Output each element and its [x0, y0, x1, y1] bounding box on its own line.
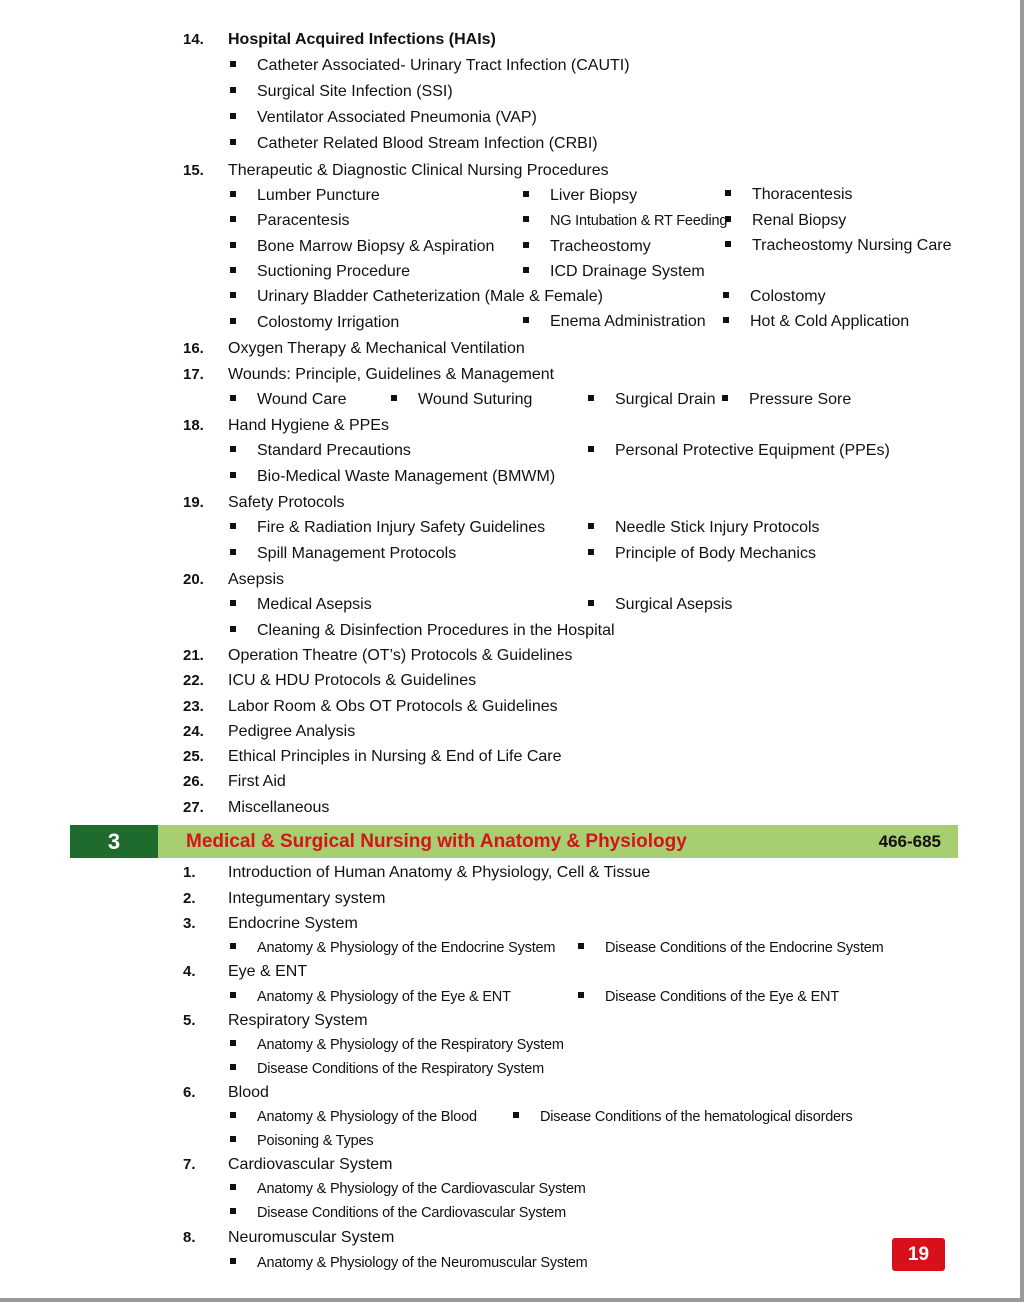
item-number: 4.: [183, 963, 196, 980]
bullet-item: Cleaning & Disinfection Procedures in the Hospital: [230, 620, 615, 642]
item-number: 20.: [183, 571, 204, 588]
bullet-item: Anatomy & Physiology of the Neuromuscular System: [230, 1252, 588, 1274]
item-number: 19.: [183, 494, 204, 511]
item-title: ICU & HDU Protocols & Guidelines: [228, 672, 477, 689]
item-title: First Aid: [228, 773, 286, 790]
item-number: 6.: [183, 1084, 196, 1101]
bullet-item: Enema Administration: [523, 311, 706, 333]
section-header: [70, 825, 958, 858]
bullet-item: Disease Conditions of the hematological disorders: [513, 1106, 853, 1128]
bullet-item: Anatomy & Physiology of the Endocrine System: [230, 937, 555, 959]
item-title: Therapeutic & Diagnostic Clinical Nursing Procedures: [228, 162, 609, 179]
section-page-range: 466-685: [878, 832, 941, 851]
item-number: 26.: [183, 773, 204, 790]
bullet-item: Medical Asepsis: [230, 594, 372, 616]
bullet-item: ICD Drainage System: [523, 261, 705, 283]
item-title: Wounds: Principle, Guidelines & Management: [228, 366, 555, 383]
item-title: Miscellaneous: [228, 799, 330, 816]
item-number: 16.: [183, 340, 204, 357]
bullet-item: Paracentesis: [230, 210, 350, 232]
bullet-item: Anatomy & Physiology of the Eye & ENT: [230, 986, 511, 1008]
item-title: Introduction of Human Anatomy & Physiology, Cell & Tissue: [228, 864, 651, 881]
item-title: Ethical Principles in Nursing & End of Life Care: [228, 748, 562, 765]
bullet-item: Standard Precautions: [230, 440, 411, 462]
item-number: 23.: [183, 698, 204, 715]
item-number: 18.: [183, 417, 204, 434]
item-number: 24.: [183, 723, 204, 740]
bullet-item: Fire & Radiation Injury Safety Guidelines: [230, 517, 545, 539]
item-number: 27.: [183, 799, 204, 816]
bullet-item: Catheter Related Blood Stream Infection (CRBI): [230, 133, 598, 155]
bullet-item: Tracheostomy: [523, 236, 651, 258]
bullet-item: Anatomy & Physiology of the Respiratory System: [230, 1034, 564, 1056]
bullet-item: Surgical Asepsis: [588, 594, 732, 616]
bullet-item: Anatomy & Physiology of the Blood: [230, 1106, 477, 1128]
item-title: Asepsis: [228, 571, 285, 588]
bullet-item: Colostomy Irrigation: [230, 312, 399, 334]
item-number: 1.: [183, 864, 196, 881]
bullet-item: Hot & Cold Application: [723, 311, 909, 333]
bullet-item: Surgical Site Infection (SSI): [230, 81, 453, 103]
item-title: Hospital Acquired Infections (HAIs): [228, 31, 496, 48]
section-title: Medical & Surgical Nursing with Anatomy & Physiology: [186, 831, 687, 852]
item-title: Blood: [228, 1084, 269, 1101]
bullet-item: Renal Biopsy: [725, 210, 846, 232]
bullet-item: Surgical Drain: [588, 389, 715, 411]
bullet-item: Disease Conditions of the Cardiovascular System: [230, 1202, 566, 1224]
bullet-item: Liver Biopsy: [523, 185, 637, 207]
item-number: 3.: [183, 915, 196, 932]
item-number: 17.: [183, 366, 204, 383]
item-title: Oxygen Therapy & Mechanical Ventilation: [228, 340, 525, 357]
bullet-item: Principle of Body Mechanics: [588, 543, 816, 565]
bullet-item: Bone Marrow Biopsy & Aspiration: [230, 236, 494, 258]
page-number: 19: [892, 1238, 945, 1271]
bullet-item: Catheter Associated- Urinary Tract Infection (CAUTI): [230, 55, 630, 77]
bullet-item: Wound Care: [230, 389, 347, 411]
item-title: Cardiovascular System: [228, 1156, 393, 1173]
bullet-item: Needle Stick Injury Protocols: [588, 517, 820, 539]
bullet-item: Bio-Medical Waste Management (BMWM): [230, 466, 555, 488]
bullet-item: NG Intubation & RT Feeding: [523, 210, 727, 232]
item-title: Integumentary system: [228, 890, 386, 907]
item-number: 8.: [183, 1229, 196, 1246]
item-title: Pedigree Analysis: [228, 723, 356, 740]
bullet-item: Suctioning Procedure: [230, 261, 410, 283]
item-number: 7.: [183, 1156, 196, 1173]
bullet-item: Spill Management Protocols: [230, 543, 456, 565]
bullet-item: Ventilator Associated Pneumonia (VAP): [230, 107, 537, 129]
bullet-item: Thoracentesis: [725, 184, 853, 206]
bullet-item: Anatomy & Physiology of the Cardiovascular System: [230, 1178, 586, 1200]
item-title: Neuromuscular System: [228, 1229, 395, 1246]
item-number: 5.: [183, 1012, 196, 1029]
item-title: Respiratory System: [228, 1012, 368, 1029]
item-title: Hand Hygiene & PPEs: [228, 417, 389, 434]
item-title: Operation Theatre (OT’s) Protocols & Guidelines: [228, 647, 573, 664]
item-number: 25.: [183, 748, 204, 765]
bullet-item: Colostomy: [723, 286, 826, 308]
item-number: 21.: [183, 647, 204, 664]
bullet-item: Disease Conditions of the Respiratory System: [230, 1058, 544, 1080]
bullet-item: Personal Protective Equipment (PPEs): [588, 440, 890, 462]
bullet-item: Lumber Puncture: [230, 185, 380, 207]
bullet-item: Disease Conditions of the Eye & ENT: [578, 986, 839, 1008]
item-number: 2.: [183, 890, 196, 907]
bullet-item: Poisoning & Types: [230, 1130, 373, 1152]
bullet-item: Pressure Sore: [722, 389, 851, 411]
bullet-item: Disease Conditions of the Endocrine System: [578, 937, 884, 959]
item-number: 22.: [183, 672, 204, 689]
item-number: 14.: [183, 31, 204, 48]
item-number: 15.: [183, 162, 204, 179]
item-title: Labor Room & Obs OT Protocols & Guidelines: [228, 698, 558, 715]
item-title: Eye & ENT: [228, 963, 308, 980]
item-title: Safety Protocols: [228, 494, 345, 511]
item-title: Endocrine System: [228, 915, 358, 932]
bullet-item: Urinary Bladder Catheterization (Male & Female): [230, 286, 603, 308]
bullet-item: Wound Suturing: [391, 389, 532, 411]
bullet-item: Tracheostomy Nursing Care: [725, 235, 951, 257]
section-number: 3: [70, 825, 158, 858]
